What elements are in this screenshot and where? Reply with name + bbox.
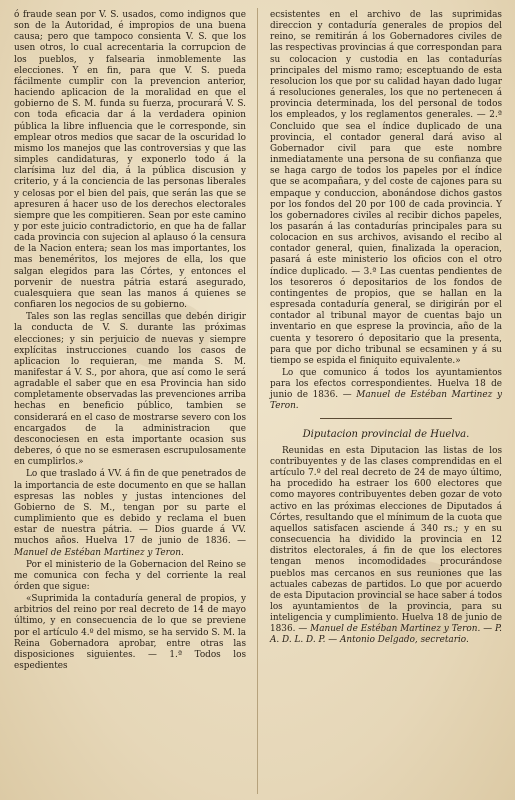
section-rule bbox=[320, 418, 452, 419]
signature: Manuel de Estéban Martinez y Teron. bbox=[270, 390, 502, 412]
signature: Manuel de Estéban Martinez y Teron. bbox=[14, 547, 184, 558]
right-column bbox=[270, 10, 502, 647]
section-title: Diputacion provincial de Huelva. bbox=[302, 428, 470, 440]
paragraph-rules: Tales son las reglas sencillas que debén dirigir la conducta de V. S. durante las próximas elecciones; y sin perjuicio de nuevas y siempre explícitas instrucciones cuando los casos de aplicacion lo requieran, me manda S. M. manifestar á V. S., por ahora, que así como le será agradable el saber que en esa Provincia han sido completamente observadas las prevenciones arriba hechas en beneficio público, tambien se considerará en el caso de mostrarse severo con los encargados de la administracion que desconociesen en esta importante ocasion sus deberes, ó que no se esmerasen escrupulosamente en cumplirlos.» bbox=[14, 312, 246, 468]
left-column bbox=[14, 10, 246, 672]
paragraph-transfer: Lo que traslado á VV. á fin de que penetrados de la importancia de este documento en que se hallan espresas las nobles y justas intenciones del Gobierno de S. M., tengan por su parte el cumplimiento que es debido y reclama el buen estar de nuestra pátria. — Dios guarde á VV. muchos años. Huelva 17 de junio de 1836. — Manuel de Estéban Martinez y Teron. bbox=[14, 469, 246, 558]
closing-signature: — P. A. D. L. D. P. — Antonio Delgado, secretario. bbox=[270, 624, 502, 646]
paragraph-royal-order: «Suprimida la contaduría general de propios, y arbitrios del reino por real decreto de 14 de mayo último, y en consecuencia de lo que se previene por el artículo 4.º del mismo, se ha servido S. M. la Reina Gobernadora aprobar, entre otras las disposiciones siguientes. — 1.ª Todos los espedientes bbox=[14, 594, 246, 672]
paragraph-continuation: ecsistentes en el archivo de las suprimidas direccion y contaduría generales de propios del reino, se remitirán á los Gobernadores civiles de las respectivas provincias á que correspondan para su colocacion y custodia en las contadurías principales del mismo ramo; esceptuando de esta resolucion los que por su calidad hayan dado lugar á resoluciones generales, los que no pertenecen á provincia determinada, los del personal de todos los empleados, y los reglamentos generales. — 2.ª Concluido que sea el índice duplicado de una provincia, el contador general dará aviso al Gobernador civil para que este nombre inmediatamente una persona de su confianza que se haga cargo de todos los papeles por el índice que se acompañara, y del coste de cajones para su empaque y conduccion, abonándose dichos gastos por los fondos del 20 por 100 de cada provincia. Y los gobernadores civiles al recibir dichos papeles, los pasarán á las contadurías principales para su colocacion en sus archivos, avisando el recibo al contador general, quien, finalizada la operacion, pasará á este ministerio los oficios con el otro índice duplicado. — 3.ª Las cuentas pendientes de los tesoreros ó depositarios de los fondos de contingentes de propios, que se hallan en la espresada contaduría general, se dirigirán por el contador al tribunal mayor de cuentas bajo un inventario en que esprese la provincia, año de la cuenta y tesorero ó depositario que la presenta, para que por dicho tribunal se ecsaminen y á su tiempo se espida el finiquito equivalente.» bbox=[270, 10, 502, 366]
paragraph-election-instructions: ó fraude sean por V. S. usados, como indignos que son de la Autoridad, é impropios de una buena causa; pero que tampoco consienta V. S. que los usen otros, lo cual acrecentaria la corrupcion de los pueblos, y falsearia inmoblemente las elecciones. Y en fin, para que V. S. pueda fácilmente cumplir con la prevencion anterior, haciendo aplicacion de la moralidad en que el gobierno de S. M. funda su fuerza, procurará V. S. con toda eficacia dar á la verdadera opinion pública la libre influencia que le corresponde, sin emplear otros medios que sacar de la oscuridad lo mismo los manejos que las controversias y que las simples candidaturas, y exponerlo todo á la clarísima luz del dia, á la pública discusion y criterio, y á la conciencia de las personas liberales y celosas por el bien del pais, que serán las que se apresuren á hacer uso de los derechos electorales siempre que les compitieren. Sean por este camino y por este juicio contradictorio, en que ha de fallar cada provincia con sujecion al aplauso ó la censura de la Nacion entera; sean los mas importantes, los mas beneméritos, los mejores de ella, los que salgan elegidos para las Córtes, y entonces el porvenir de nuestra pátria estará asegurado, cualesquiera que sean las manos á quienes se confiaren los negocios de su gobierno. bbox=[14, 10, 246, 311]
column-divider bbox=[257, 8, 258, 794]
paragraph-diputacion: Reunidas en esta Diputacion las listas de los contribuyentes y de las clases comprendidas en el artículo 7.º del real decreto de 24 de mayo último, ha procedido ha estraer los 600 electores que como mayores contribuyentes deben gozar de voto activo en las próximas elecciones de Diputados á Córtes, resultando que el mínimum de la cuota que aquellos satisfacen asciende á 340 rs.; y en su consecuencia ha dividido la provincia en 12 distritos electorales, á fin de que los electores tengan menos incomodidades procurándose pueblos mas cercanos en sus reuniones que las actuales cabezas de partidos. Lo que por acuerdo de esta Diputacion provincial se hace saber á todos los ayuntamientos de la provincia, para su inteligencia y cumplimiento. Huelva 18 de junio de 1836. — Manuel de Estéban Martinez y Teron. — P. A. D. L. D. P. — Antonio Delgado, secretario. bbox=[270, 445, 502, 646]
signature: Manuel de Estéban Martinez y Teron. bbox=[310, 624, 481, 635]
paragraph-ministry: Por el ministerio de la Gobernacion del Reino se me comunica con fecha y del corriente la real órden que sigue: bbox=[14, 559, 246, 592]
paragraph-communication: Lo que comunico á todos los ayuntamientos para los efectos correspondientes. Huelva 18 de junio de 1836. — Manuel de Estéban Martinez y Teron. bbox=[270, 368, 502, 412]
